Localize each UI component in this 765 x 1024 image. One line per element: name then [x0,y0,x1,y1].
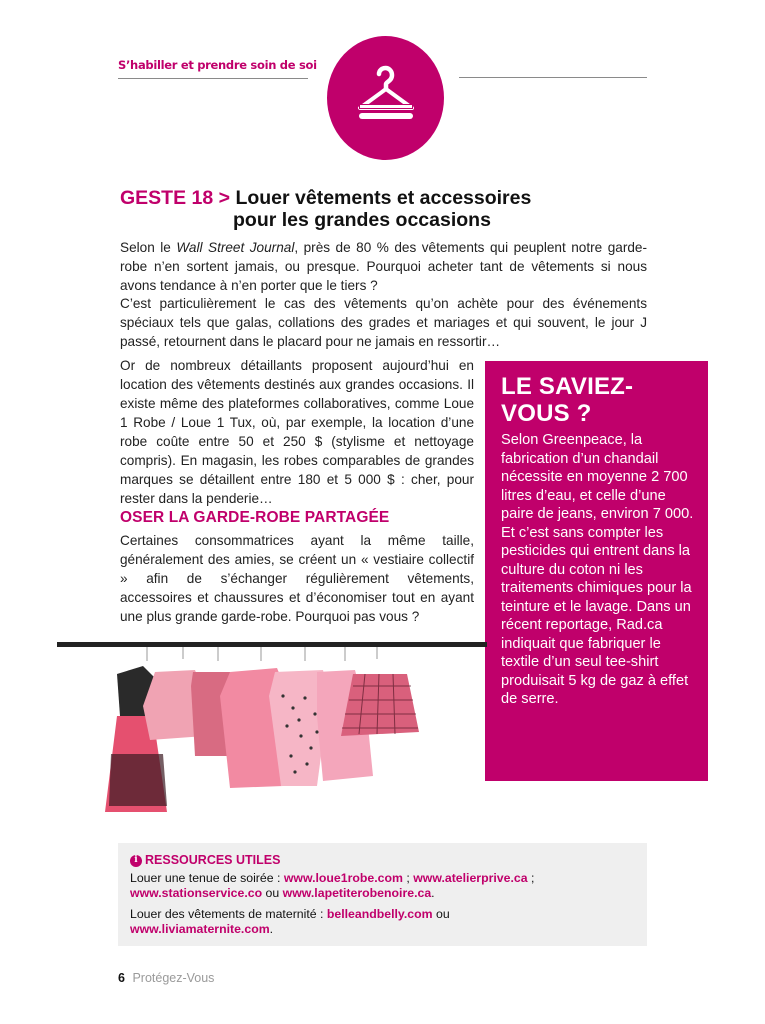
separator: ; [527,871,535,885]
title-line-2: pour les grandes occasions [233,209,491,231]
link-belleandbelly[interactable]: belleandbelly.com [326,907,433,921]
paragraph-shared-wardrobe: Certaines consommatrices ayant la même taille, généralement des amies, se créent un « vestiaire collectif » afin de s’échanger régulièrement vêtements, accessoires et chaussures et d’économiser tout en ayant une plus grande garde-robe. Pourquoi pas vous ? [120,533,474,624]
link-loue1robe[interactable]: www.loue1robe.com [283,871,403,885]
subheading-shared-wardrobe: OSER LA GARDE-ROBE PARTAGÉE [120,509,390,526]
page-number: 6 [118,971,125,985]
hanger-hooks [147,647,377,661]
useful-resources-box [118,843,647,946]
separator: . [431,886,435,900]
did-you-know-box [485,361,708,781]
separator: ou [262,886,283,900]
geste-number: GESTE 18 > [120,187,231,209]
evening-label: Louer une tenue de soirée : [130,871,284,885]
garment-plaid-skirt [341,674,419,736]
did-you-know-body: Selon Greenpeace, la fabrication d’un chandail nécessite en moyenne 2 700 litres d’eau, et celle d’une paire de jeans, environ 7 000. Et c’est sans compter les pesticides qui entrent dans la culture du coton ni les traitements chimiques pour la teinture et le lavage. Dans un récent reportage, Rad.ca indiquait que fabriquer le textile d’un seul tee-shirt produisait 5 kg de gaz à effet de serre. [501,432,694,707]
section-icon-badge [327,36,444,160]
section-label: S’habiller et prendre soin de soi [118,58,317,72]
resources-heading [130,853,635,868]
resources-title: RESSOURCES UTILES [145,853,281,867]
info-icon: i [130,855,142,867]
title-line-1: Louer vêtements et accessoires [235,187,532,209]
publication-name: Protégez-Vous [132,971,215,985]
link-lapetiterobenoire[interactable]: www.lapetiterobenoire.ca [282,886,432,900]
link-liviamaternite[interactable]: www.liviamaternite.com [130,922,270,936]
intro-text-start: Selon le [120,240,177,255]
link-stationservice[interactable]: www.stationservice.co [130,886,263,900]
page-footer [118,971,214,985]
source-name: Wall Street Journal [176,240,295,255]
resources-evening [130,871,635,901]
rack-bar [57,642,487,647]
paragraph-intro [120,238,647,295]
paragraph-special-events: C’est particulièrement le cas des vêtements qu’on achète pour des événements spéciaux tels que galas, collations des grades et mariages et qui souvent, le jour J passé, retournent dans le placard pour ne jamais en ressortir… [120,296,647,349]
hanger-icon [351,63,421,133]
separator: . [269,922,274,936]
paragraph-rental: Or de nombreux détaillants proposent aujourd’hui en location des vêtements destinés aux grandes occasions. Il existe même des plateformes collaboratives, comme Loue 1 Robe / Loue 1 Tux, où, par exemple, la location d’une robe coûte entre 50 et 250 $ (stylisme et nettoyage compris). En magasin, les robes comparables de grandes marques se détaillent entre 180 et 5 000 $ : cher, pour rester dans la penderie… [120,358,474,506]
clothes-rack-image [55,636,487,816]
resources-maternity [130,907,635,937]
separator: ou [432,907,450,921]
separator: ; [402,871,414,885]
maternity-label: Louer des vêtements de maternité : [130,907,327,921]
header-rule-right [459,77,647,78]
intro-text-end: , près de 80 % des vêtements qui peuplent notre garde-robe n’en sortent jamais, ou presque. Pourquoi acheter tant de vêtements si nous avons tendance à n’en porter que le tiers ? [120,240,647,293]
article-title [120,187,640,231]
header-rule-left [118,78,308,79]
did-you-know-title: LE SAVIEZ-VOUS ? [501,373,634,427]
link-atelierprive[interactable]: www.atelierprive.ca [413,871,528,885]
